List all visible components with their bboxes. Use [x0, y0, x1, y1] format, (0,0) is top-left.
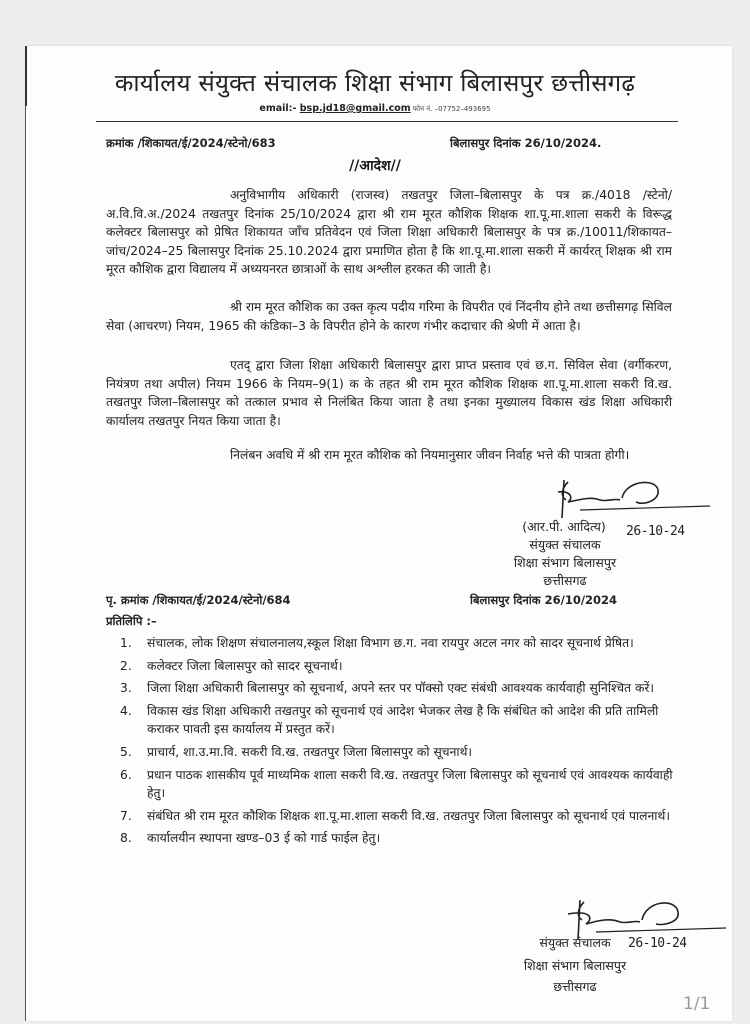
endorsement-signatory-office: शिक्षा संभाग बिलासपुर [523, 958, 627, 973]
endorsement-signature-date: 26-10-24 [628, 936, 687, 951]
list-item: 5. प्राचार्य, शा.उ.मा.वि. सकरी वि.ख. तखतपुर जिला बिलासपुर को सूचनार्थ। [120, 744, 473, 759]
order-paragraph-1: अनुविभागीय अधिकारी (राजस्व) तखतपुर जिला–बिलासपुर के पत्र क्र./4018 /स्टेनो/अ.वि.वि.अ./2024 तखतपुर दिनांक 25/10/2024 द्वारा श्री राम मूरत कौशिक शिक्षक शा.पू.मा.शाला सकरी के विरूद्ध कलेक्टर बिलासपुर को प्रेषित शिकायत जाँच प्रतिवेदन एवं जिला शिक्षा अधिकारी बिलासपुर के पत्र क्र./10011/शिकायत–जांच/2024–25 बिलासपुर दिनांक 25.10.2024 द्वारा प्रमाणित होता है कि शा.पू.मा.शाला सकरी में कार्यरत् शिक्षक श्री राम मूरत कौशिक द्वारा विद्यालय में अध्ययनरत छात्राओं के साथ अश्लील हरकत की जाती है। [106, 188, 672, 277]
list-item: 3. जिला शिक्षा अधिकारी बिलासपुर को सूचनार्थ, अपने स्तर पर पॉक्सो एक्ट संबंधी आवश्यक कार्यवाही सुनिश्चित करें। [120, 681, 655, 696]
list-item: 7. संबंधित श्री राम मूरत कौशिक शिक्षक शा.पू.मा.शाला सकरी वि.ख. तखतपुर जिला बिलासपुर को सूचनार्थ एवं पालनार्थ। [120, 808, 671, 823]
email-label: email:- [259, 103, 300, 114]
letterhead-contact [0, 103, 750, 114]
signature-date: 26-10-24 [626, 524, 685, 539]
endorsement-signatory-designation: संयुक्त संचालक [539, 935, 611, 950]
signatory-designation: संयुक्त संचालक [529, 537, 601, 552]
endorsement-place-date: बिलासपुर दिनांक 26/10/2024 [470, 593, 618, 607]
letterhead-title: कार्यालय संयुक्त संचालक शिक्षा संभाग बिलासपुर छत्तीसगढ़ [114, 69, 636, 97]
list-item: 6. प्रधान पाठक शासकीय पूर्व माध्यमिक शाला सकरी वि.ख. तखतपुर जिला बिलासपुर को सूचनार्थ एवं आवश्यक कार्यवाही हेतु। [120, 767, 673, 801]
phone-label: फोन नं. [410, 105, 435, 113]
header-divider [96, 121, 678, 122]
order-paragraph-3: एतद् द्वारा जिला शिक्षा अधिकारी बिलासपुर द्वारा प्राप्त प्रस्ताव एवं छ.ग. सिविल सेवा (वर्गीकरण, नियंत्रण तथा अपील) नियम 1966 के नियम–9(1) क के तहत श्री राम मूरत कौशिक शिक्षक शा.पू.मा.शाला सकरी वि.ख. तखतपुर जिला–बिलासपुर को तत्काल प्रभाव से निलंबित किया जाता है तथा इनका मुख्यालय विकास खंड शिक्षा अधिकारी कार्यालय तखतपुर नियत किया जाता है। [106, 358, 672, 428]
list-item: 1. संचालक, लोक शिक्षण संचालनालय,स्कूल शिक्षा विभाग छ.ग. नवा रायपुर अटल नगर को सादर सूचनार्थ प्रेषित। [120, 636, 634, 650]
signatory-name: (आर.पी. आदित्य) [522, 519, 606, 534]
phone-number: –07752–493695 [434, 105, 491, 113]
page-indicator: 1/1 [683, 994, 711, 1014]
order-title: //आदेश// [349, 158, 401, 174]
order-ref-number: क्रमांक /शिकायत/ई/2024/स्टेनो/683 [106, 136, 276, 150]
signatory-office: शिक्षा संभाग बिलासपुर [513, 555, 617, 570]
list-item: 2. कलेक्टर जिला बिलासपुर को सादर सूचनार्थ। [120, 658, 343, 673]
list-item: 4. विकास खंड शिक्षा अधिकारी तखतपुर को सूचनार्थ एवं आदेश भेजकर लेख है कि संबंधित को आदेश की प्रति तामिली कराकर पावती इस कार्यालय में प्रस्तुत करें। [120, 703, 659, 737]
order-paragraph-4: निलंबन अवधि में श्री राम मूरत कौशिक को नियमानुसार जीवन निर्वाह भत्ते की पात्रता होगी। [230, 448, 630, 462]
order-paragraph-2: श्री राम मूरत कौशिक का उक्त कृत्य पदीय गरिमा के विपरीत एवं निंदनीय होने तथा छत्तीसगढ़ सिविल सेवा (आचरण) नियम, 1965 की कंडिका–3 के विपरीत होने के कारण गंभीर कदाचार की श्रेणी में आता है। [106, 300, 672, 333]
endorsement-signatory-state: छत्तीसगढ [553, 979, 597, 994]
email-link[interactable]: bsp.jd18@gmail.com [299, 103, 411, 114]
copy-recipient-list [120, 634, 676, 852]
order-place-date: बिलासपुर दिनांक 26/10/2024. [450, 136, 602, 150]
signatory-state: छत्तीसगढ [543, 573, 587, 588]
copy-heading: प्रतिलिपि :– [106, 614, 157, 628]
list-item: 8. कार्यालयीन स्थापना खण्ड–03 ई को गार्ड फाईल हेतु। [120, 831, 381, 846]
endorsement-ref-number: पृ. क्रमांक /शिकायत/ई/2024/स्टेनो/684 [106, 593, 291, 607]
